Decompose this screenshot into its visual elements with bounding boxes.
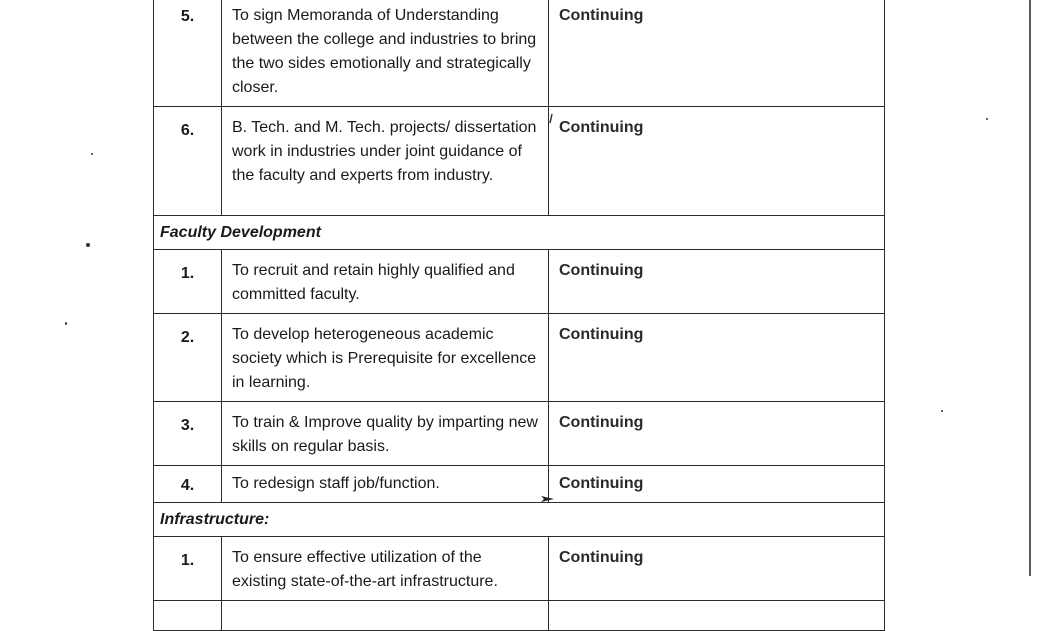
table-row <box>154 537 885 601</box>
row-number: 1. <box>154 537 222 601</box>
row-task: B. Tech. and M. Tech. projects/ dissertation work in industries under joint guidance of the faculty and experts from industry. <box>222 107 549 216</box>
row-task <box>222 601 549 631</box>
row-number: 3. <box>154 402 222 466</box>
table-row <box>154 402 885 466</box>
scan-speck <box>86 243 90 247</box>
row-task: To sign Memoranda of Understanding between the college and industries to bring the two sides emotionally and strategically closer. <box>222 0 549 107</box>
row-status <box>549 601 885 631</box>
scan-speck <box>986 118 988 120</box>
scan-speck <box>65 322 67 325</box>
table-row <box>154 314 885 402</box>
row-task: To ensure effective utilization of the existing state-of-the-art infrastructure. <box>222 537 549 601</box>
row-number: 5. <box>154 0 222 107</box>
row-status: Continuing <box>549 537 885 601</box>
table-row <box>154 466 885 503</box>
row-number: 2. <box>154 314 222 402</box>
table-row <box>154 107 885 216</box>
row-status: Continuing <box>549 466 885 503</box>
table-row <box>154 0 885 107</box>
row-number <box>154 601 222 631</box>
section-heading: Infrastructure: <box>154 503 885 537</box>
section-header-row <box>154 503 885 537</box>
table-row <box>154 601 885 631</box>
scan-speck <box>941 410 943 412</box>
section-header-row <box>154 216 885 250</box>
row-number: 6. <box>154 107 222 216</box>
row-task: To recruit and retain highly qualified and committed faculty. <box>222 250 549 314</box>
row-status: Continuing <box>549 250 885 314</box>
table-row <box>154 250 885 314</box>
row-status: Continuing <box>549 107 885 216</box>
row-task: To redesign staff job/function. <box>222 466 549 503</box>
section-heading: Faculty Development <box>154 216 885 250</box>
activity-table <box>153 0 885 631</box>
row-status: Continuing <box>549 314 885 402</box>
row-status: Continuing <box>549 0 885 107</box>
row-status: Continuing <box>549 402 885 466</box>
scan-speck <box>91 153 93 155</box>
row-number: 1. <box>154 250 222 314</box>
row-number: 4. <box>154 466 222 503</box>
row-task: To develop heterogeneous academic society which is Prerequisite for excellence in learning. <box>222 314 549 402</box>
scan-border-line <box>1029 0 1031 576</box>
row-task: To train & Improve quality by imparting new skills on regular basis. <box>222 402 549 466</box>
